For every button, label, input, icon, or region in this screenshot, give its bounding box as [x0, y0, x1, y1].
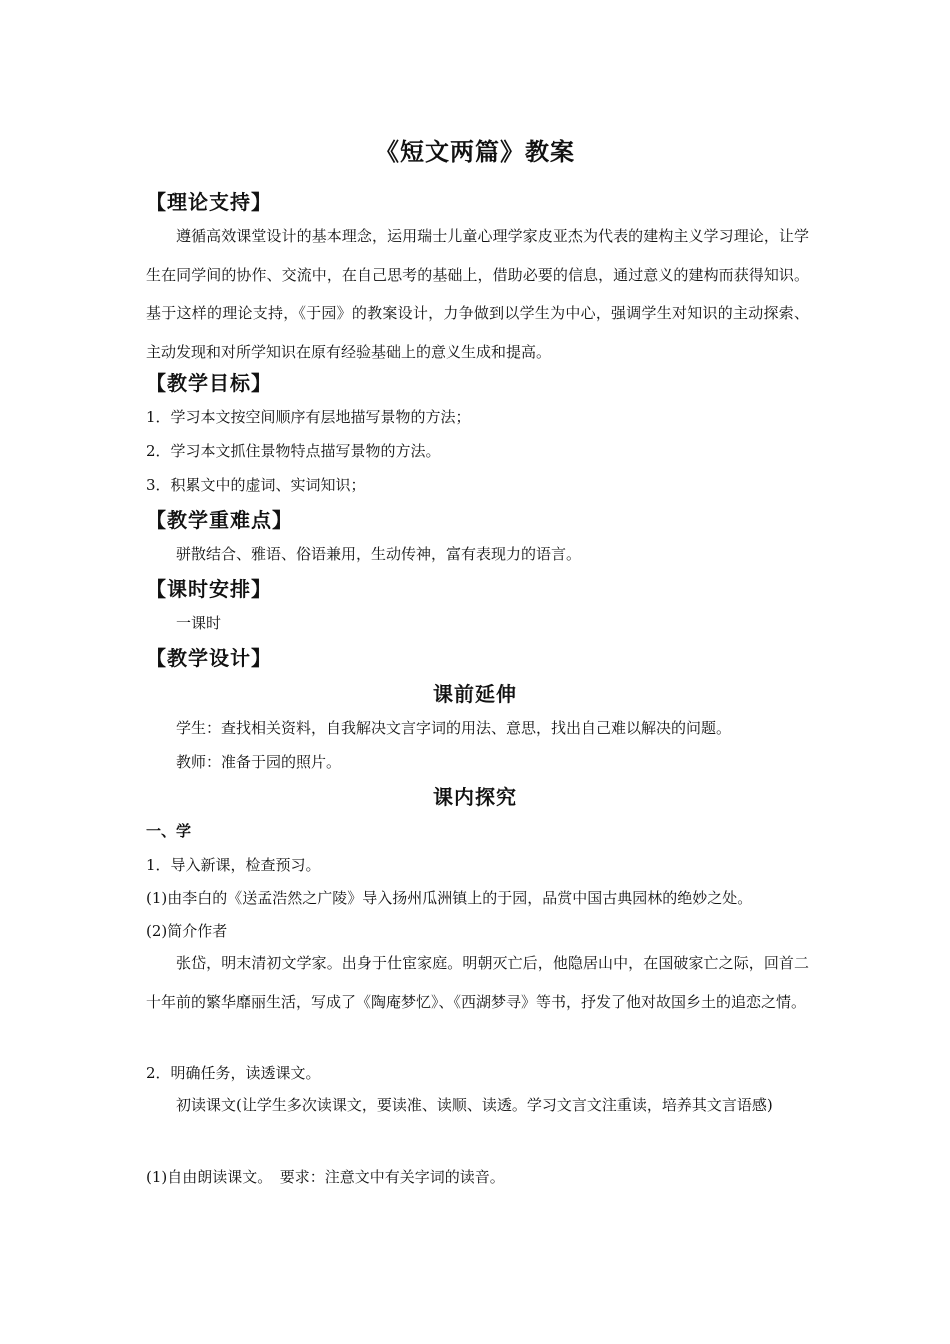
section-heading-keypoints: 【教学重难点】 — [146, 508, 293, 532]
page-title: 《短文两篇》教案 — [375, 138, 575, 166]
section-heading-schedule: 【课时安排】 — [146, 577, 272, 601]
step-2a: (1)自由朗读课文。 要求：注意文中有关字词的读音。 — [146, 1168, 505, 1186]
subheading-pre-class: 课前延伸 — [433, 682, 517, 706]
objective-item-2: 2．学习本文抓住景物特点描写景物的方法。 — [146, 442, 441, 460]
step-2: 2．明确任务，读透课文。 — [146, 1064, 321, 1082]
section-heading-objectives: 【教学目标】 — [146, 371, 272, 395]
section-heading-theory: 【理论支持】 — [146, 190, 272, 214]
schedule-text: 一课时 — [176, 614, 222, 632]
pre-student-text: 学生：查找相关资料，自我解决文言字词的用法、意思，找出自己难以解决的问题。 — [176, 719, 732, 737]
pre-teacher-text: 教师：准备于园的照片。 — [176, 753, 342, 771]
theory-paragraph: 遵循高效课堂设计的基本理念，运用瑞士儿童心理学家皮亚杰为代表的建构主义学习理论，让学生在同学间的协作、交流中，在自己思考的基础上，借助必要的信息，通过意义的建构而获得知识。基于这样的理论支持，《于园》的教案设计，力争做到以学生为中心，强调学生对知识的主动探索、主动发现和对所学知识在原有经验基础上的意义生成和提高。 — [146, 227, 809, 361]
objective-item-3: 3．积累文中的虚词、实词知识； — [146, 476, 366, 494]
objective-item-1: 1．学习本文按空间顺序有层地描写景物的方法； — [146, 408, 471, 426]
step-1: 1．导入新课，检查预习。 — [146, 856, 321, 874]
part-heading-learn: 一、学 — [146, 822, 192, 840]
section-heading-design: 【教学设计】 — [146, 646, 272, 670]
keypoints-text: 骈散结合、雅语、俗语兼用，生动传神，富有表现力的语言。 — [176, 545, 582, 563]
step-1a: (1)由李白的《送孟浩然之广陵》导入扬州瓜洲镇上的于园，品赏中国古典园林的绝妙之处。 — [146, 889, 753, 907]
step-1b: (2)简介作者 — [146, 922, 228, 940]
author-paragraph: 张岱，明末清初文学家。出身于仕宦家庭。明朝灭亡后，他隐居山中，在国破家亡之际，回首二十年前的繁华靡丽生活，写成了《陶庵梦忆》、《西湖梦寻》等书，抒发了他对故国乡土的追恋之情。 — [146, 954, 809, 1011]
subheading-in-class: 课内探究 — [433, 785, 517, 809]
read-paragraph: 初读课文(让学生多次读课文，要读准、读顺、读透。学习文言文注重读，培养其文言语感) — [176, 1096, 773, 1114]
